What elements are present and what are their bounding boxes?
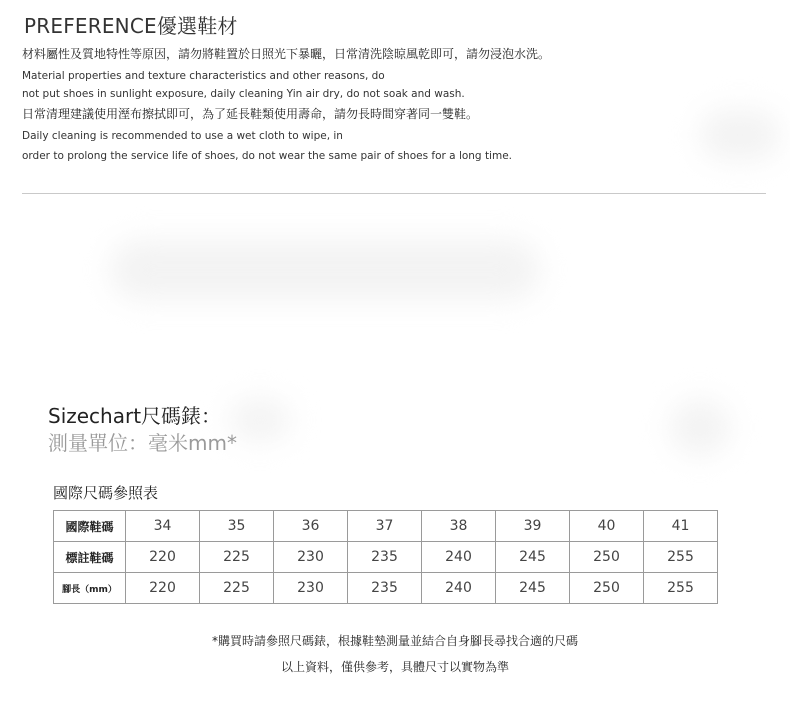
table-cell: 225 [200,573,274,604]
size-note: *購買時請參照尺碼錶，根據鞋墊測量並結合自身腳長尋找合適的尺碼 [211,634,578,648]
table-cell: 235 [348,573,422,604]
size-table [53,510,718,604]
table-cell: 230 [274,573,348,604]
table-cell: 225 [200,542,274,573]
table-cell: 220 [126,573,200,604]
care-text-zh-2: 日常清理建議使用溼布擦拭即可，為了延長鞋類使用壽命，請勿長時間穿著同一雙鞋。 [22,107,479,121]
table-cell: 37 [348,511,422,542]
table-cell: 220 [126,542,200,573]
table-cell: 230 [274,542,348,573]
preference-title: PREFERENCE優選鞋材 [24,14,238,38]
row-label-intl-size: 國際鞋碼 [54,511,126,542]
row-label-marked-size: 標註鞋碼 [54,542,126,573]
disclaimer-note: 以上資料，僅供參考，具體尺寸以實物為準 [280,660,509,674]
table-row [54,511,718,542]
table-cell: 41 [644,511,718,542]
row-label-foot-length: 腳長（mm） [54,573,126,604]
size-table-title: 國際尺碼參照表 [53,484,159,502]
table-cell: 255 [644,573,718,604]
table-cell: 245 [496,542,570,573]
background-blur [230,400,290,440]
care-text-en-4: order to prolong the service life of shoes, do not wear the same pair of shoes for a long time. [22,150,512,162]
table-cell: 245 [496,573,570,604]
table-cell: 36 [274,511,348,542]
background-blur [700,110,780,160]
care-text-en-2: not put shoes in sunlight exposure, daily cleaning Yin air dry, do not soak and wash. [22,88,465,100]
background-blur [670,400,730,455]
table-cell: 235 [348,542,422,573]
table-cell: 240 [422,542,496,573]
table-row [54,542,718,573]
table-row [54,573,718,604]
table-cell: 250 [570,573,644,604]
table-cell: 240 [422,573,496,604]
table-cell: 38 [422,511,496,542]
care-text-en-1: Material properties and texture characteristics and other reasons, do [22,70,385,82]
table-cell: 40 [570,511,644,542]
sizechart-title: Sizechart尺碼錶： [48,404,222,428]
divider [22,193,766,194]
care-text-zh-1: 材料屬性及質地特性等原因，請勿將鞋置於日照光下暴曬，日常清洗陰晾風乾即可，請勿浸泡水洗。 [22,47,551,61]
table-cell: 250 [570,542,644,573]
background-blur [110,240,540,300]
table-cell: 255 [644,542,718,573]
care-text-en-3: Daily cleaning is recommended to use a wet cloth to wipe, in [22,130,343,142]
measurement-unit: 測量單位：毫米mm* [48,431,237,455]
table-cell: 34 [126,511,200,542]
table-cell: 39 [496,511,570,542]
table-cell: 35 [200,511,274,542]
